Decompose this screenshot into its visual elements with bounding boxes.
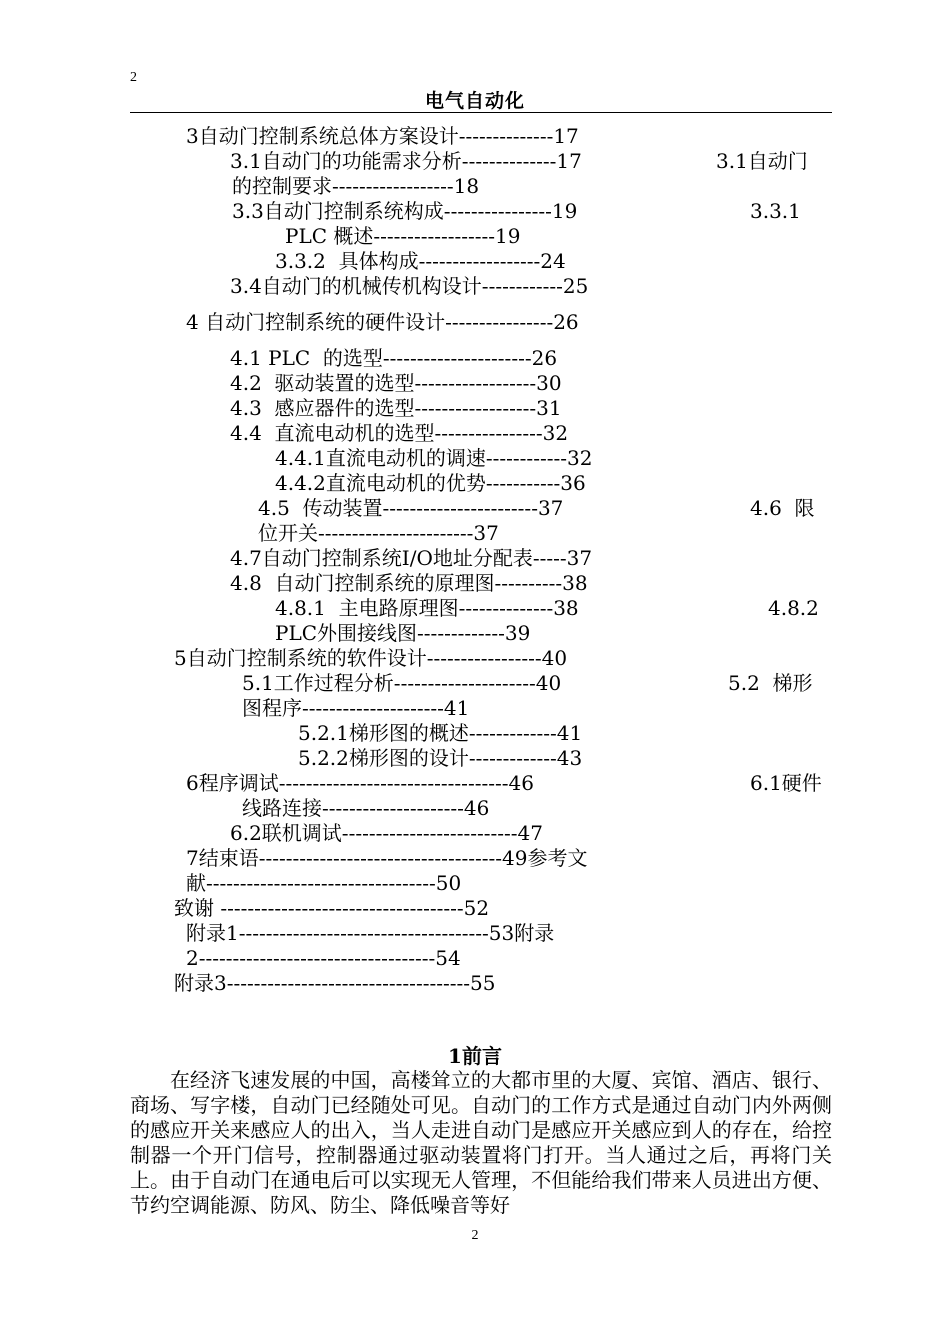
toc-entry: 的控制要求------------------18 [232,174,480,198]
running-header-title: 电气自动化 [424,90,525,112]
toc-entry: 6.2联机调试--------------------------47 [230,821,543,845]
page-number-bottom: 2 [471,1228,479,1243]
toc-entry: 4 自动门控制系统的硬件设计----------------26 [186,310,579,334]
toc-entry: 献----------------------------------50 [186,871,462,895]
toc-entry: 3.1自动门的功能需求分析--------------17 [230,149,582,173]
paragraph: 在经济飞速发展的中国，高楼耸立的大都市里的大厦、宾馆、酒店、银行、商场、写字楼，自动门已经随处可见。自动门的工作方式是通过自动门内外两侧的感应开关来感应人的出入，当人走进自动门是感应开关感应到人的存在，给控制器一个开门信号，控制器通过驱动装置将门打开。当人通过之后，再将门关上。由于自动门在通电后可以实现无人管理，不但能给我们带来人员进出方便、节约空调能源、防风、防尘、降低噪音等好 [130,1068,832,1217]
toc-entry: 3自动门控制系统总体方案设计--------------17 [186,124,579,148]
toc-entry: 4.3 感应器件的选型------------------31 [230,396,562,420]
toc-entry: 5自动门控制系统的软件设计-----------------40 [174,646,568,670]
toc-entry: 附录3------------------------------------55 [174,971,496,995]
toc-entry: 图程序---------------------41 [242,696,470,720]
toc-entry: 2-----------------------------------54 [186,946,461,970]
toc-entry: 6.1硬件 [750,771,822,795]
toc-entry: 3.1自动门 [716,149,808,173]
toc-entry: 4.8 自动门控制系统的原理图----------38 [230,571,588,595]
toc-entry: 5.2.2梯形图的设计-------------43 [298,746,583,770]
toc-entry: 线路连接---------------------46 [242,796,490,820]
toc-entry: 4.1 PLC 的选型----------------------26 [230,346,558,370]
toc-entry: 5.2.1梯形图的概述-------------41 [298,721,583,745]
header-rule [130,112,832,113]
toc-entry: 6程序调试----------------------------------46 [186,771,534,795]
toc-entry: 4.4.1直流电动机的调速------------32 [275,446,593,470]
toc-entry: PLC 概述------------------19 [285,224,521,248]
toc-entry: 4.2 驱动装置的选型------------------30 [230,371,562,395]
toc-entry: 附录1-------------------------------------53附录 [186,921,555,945]
toc-entry: 4.5 传动装置-----------------------37 [258,496,564,520]
page-number-top: 2 [130,70,137,85]
toc-entry: 4.4 直流电动机的选型----------------32 [230,421,569,445]
toc-entry: 4.4.2直流电动机的优势-----------36 [275,471,586,495]
toc-entry: 3.4自动门的机械传机构设计------------25 [230,274,589,298]
toc-entry: 位开关-----------------------37 [258,521,499,545]
toc-entry: 致谢 ------------------------------------52 [174,896,490,920]
toc-entry: 4.8.2 [768,596,819,620]
toc-entry: 3.3.1 [750,199,801,223]
toc-entry: PLC外围接线图-------------39 [275,621,531,645]
toc-entry: 4.8.1 主电路原理图--------------38 [275,596,579,620]
toc-entry: 5.2 梯形 [728,671,813,695]
section-heading: 1前言 [448,1044,502,1068]
toc-entry: 4.7自动门控制系统I/O地址分配表-----37 [230,546,593,570]
toc-entry: 4.6 限 [750,496,815,520]
toc-entry: 3.3自动门控制系统构成----------------19 [232,199,578,223]
body-text [130,1068,832,1218]
toc-entry: 3.3.2 具体构成------------------24 [275,249,566,273]
toc-entry: 5.1工作过程分析---------------------40 [242,671,562,695]
toc-entry: 7结束语------------------------------------49参考文 [186,846,588,870]
